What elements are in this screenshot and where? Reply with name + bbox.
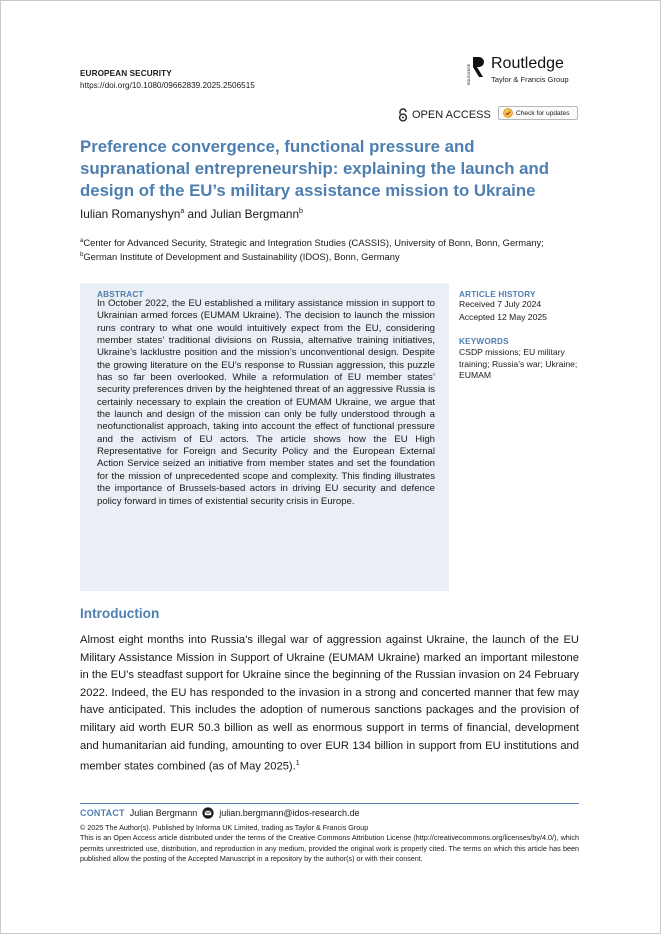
affiliation-mark: a [80, 238, 84, 244]
article-history-heading: ARTICLE HISTORY [459, 290, 536, 299]
keywords-text: CSDP missions; EU military training; Russia’s war; Ukraine; EUMAM [459, 347, 578, 380]
doi-link[interactable]: https://doi.org/10.1080/09662839.2025.2506515 [80, 81, 255, 90]
open-access-badge [398, 108, 491, 122]
check-for-updates-button[interactable] [498, 106, 578, 120]
open-access-label: OPEN ACCESS [412, 109, 491, 121]
publisher-subtitle: Taylor & Francis Group [491, 75, 569, 84]
author-name[interactable]: Julian Bergmann [210, 207, 300, 221]
publisher-logo[interactable] [467, 55, 587, 89]
affiliation-b: German Institute of Development and Sustainability (IDOS), Bonn, Germany [83, 251, 400, 263]
keywords-heading: KEYWORDS [459, 337, 509, 346]
journal-name: EUROPEAN SECURITY [80, 69, 172, 78]
author-joiner: and [187, 207, 208, 221]
publisher-name: Routledge [491, 55, 564, 72]
author-name[interactable]: Iulian Romanyshyn [80, 207, 181, 221]
contact-label: CONTACT [80, 808, 125, 818]
email-icon [202, 807, 214, 819]
footnote-marker[interactable]: 1 [295, 760, 300, 768]
check-updates-icon [503, 108, 513, 118]
license-notice: This is an Open Access article distributed under the terms of the Creative Commons Attribution License (http://creativecommons.org/licenses/by/4.0/), which permits unrestricted use, distribution, and reproduction in any medium, provided the original work is properly cited. The terms on which this article has been published allow the posting of the Accepted Manuscript in a repository by the author(s) or with their consent. [80, 833, 579, 863]
author-affiliation-mark: a [180, 208, 185, 216]
contact-email[interactable]: julian.bergmann@idos-research.de [219, 808, 360, 818]
open-lock-icon [398, 108, 408, 122]
author-affiliation-mark: b [299, 208, 303, 216]
accepted-date: Accepted 12 May 2025 [459, 312, 547, 322]
contact-name: Julian Bergmann [129, 808, 198, 818]
affiliation-a: Center for Advanced Security, Strategic and Integration Studies (CASSIS), University of Bonn, Bonn, Germany; [83, 237, 544, 249]
abstract-heading: ABSTRACT [97, 290, 144, 299]
copyright-notice: © 2025 The Author(s). Published by Informa UK Limited, trading as Taylor & Francis Group [80, 823, 369, 832]
introduction-heading: Introduction [80, 606, 160, 621]
footer-divider [80, 803, 579, 804]
affiliation-mark: b [80, 252, 84, 259]
introduction-text: Almost eight months into Russia’s illegal war of aggression against Ukraine, the launch of the EU Military Assistance Mission in Support of Ukraine (EUMAM Ukraine) marked an important milestone in the EU’s steadfast support for Ukraine since the beginning of the Russian invasion on 24 February 2022. Indeed, the EU has responded to the invasion in a strong and concerted manner that few may have anticipated. This includes the adoption of numerous sanctions packages and the provision of military aid worth EUR 50.3 billion as well as enormous support in terms of financial, development and humanitarian aid funding, amounting to over EUR 134 billion in support from EU institutions and member states combined (as of May 2025). [80, 634, 579, 773]
introduction-paragraph [80, 632, 579, 776]
publisher-logo-text: ROUTLEDGE [467, 63, 471, 85]
check-for-updates-label: Check for updates [516, 109, 570, 117]
routledge-logo-icon [467, 55, 487, 87]
author-list [80, 207, 303, 221]
contact-line [80, 807, 360, 819]
received-date: Received 7 July 2024 [459, 299, 542, 309]
affiliations [80, 235, 580, 263]
abstract-text: In October 2022, the EU established a military assistance mission in support to Ukrainian armed forces (EUMAM Ukraine). The decision to launch the mission runs contrary to what one would intuitively expect from the EU, considering member states’ traditional divisions on Russia, alternative training initiatives, Ukraine’s lacklustre position and the mission’s unconventional design. Despite the growing literature on the EU’s response to Russian aggression, this puzzle has so far been overlooked. While a reformulation of EU member states’ security preferences driven by the heightened threat of an aggressive Russia is certainly necessary to explain the creation of EUMAM Ukraine, we argue that the launch and design of the mission can only be fully understood through a neofunctionalist approach, taking into account the effect of functional pressure and the activism of EU actors. The article shows how the EU High Representative for Foreign and Security Policy and the European External Action Service seized an initiative from member states and set the foundation for the mission of unprecedented scope and complexity. This finding illustrates the importance of Brussels-based actors in driving EU security and defence policy forward in times of existential security crisis in Europe. [97, 298, 435, 507]
article-title: Preference convergence, functional pressure and supranational entrepreneurship: explaining the launch and design of the EU’s military assistance mission to Ukraine [80, 137, 550, 200]
